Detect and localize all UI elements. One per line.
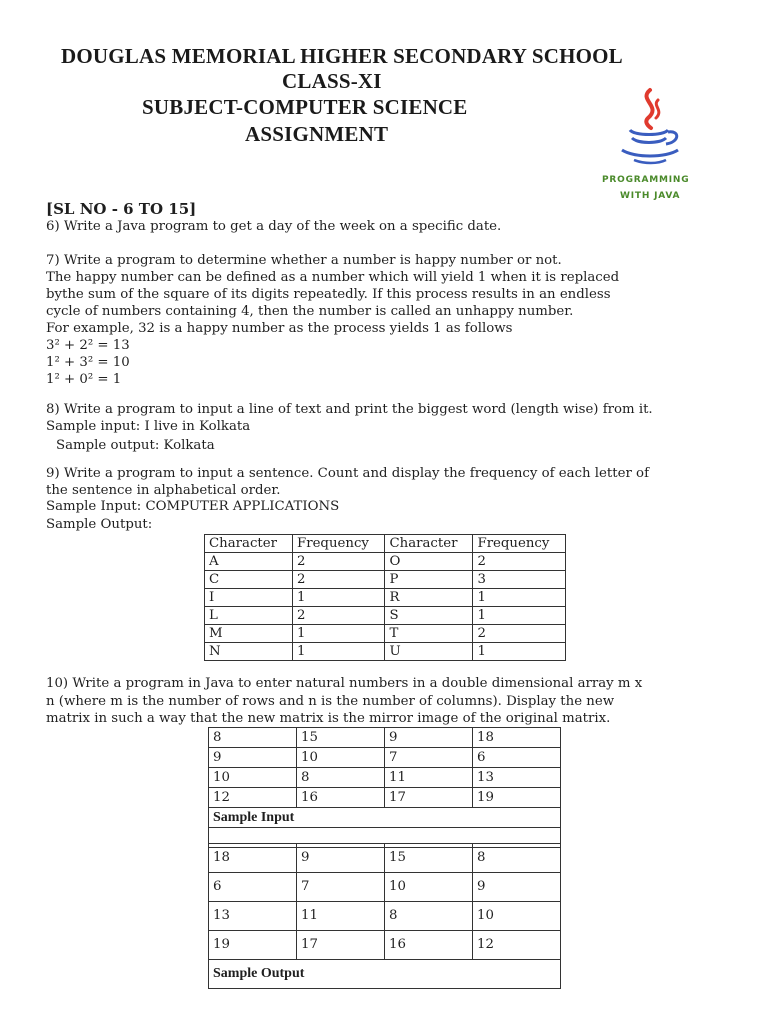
question-6: 6) Write a Java program to get a day of the week on a specific date.	[46, 219, 502, 234]
table-cell: 9	[209, 748, 297, 768]
table-cell: M	[205, 625, 293, 643]
sample-input-caption: Sample Input	[209, 808, 561, 828]
sample-output-caption: Sample Output	[209, 960, 561, 989]
table-cell: 13	[209, 902, 297, 931]
table-cell: 1	[292, 625, 385, 643]
table-cell: 9	[473, 873, 561, 902]
table-cell: N	[205, 643, 293, 661]
table-cell: 6	[473, 748, 561, 768]
table-cell: P	[385, 571, 473, 589]
question-9-input: Sample Input: COMPUTER APPLICATIONS	[46, 499, 340, 514]
table-cell: 7	[385, 748, 473, 768]
table-header: Frequency	[292, 535, 385, 553]
question-7-line: 1² + 3² = 10	[46, 355, 130, 370]
table-cell: 19	[473, 788, 561, 808]
table-header-row	[205, 535, 566, 553]
table-header: Character	[205, 535, 293, 553]
table-cell: T	[385, 625, 473, 643]
table-cell: 15	[385, 844, 473, 873]
table-cell: 2	[292, 607, 385, 625]
table-header: Frequency	[473, 535, 566, 553]
table-cell: 15	[297, 728, 385, 748]
question-range: [SL NO - 6 TO 15]	[46, 200, 197, 218]
table-cell: 9	[297, 844, 385, 873]
table-cell: U	[385, 643, 473, 661]
table-cell: 12	[473, 931, 561, 960]
question-9-line2: the sentence in alphabetical order.	[46, 483, 281, 498]
question-7-line: 3² + 2² = 13	[46, 338, 130, 353]
question-7-line: cycle of numbers containing 4, then the number is called an unhappy number.	[46, 304, 574, 319]
java-coffee-cup-icon	[604, 86, 694, 166]
table-row	[209, 902, 561, 931]
question-8-input: Sample input: I live in Kolkata	[46, 419, 251, 434]
question-9-output-label: Sample Output:	[46, 517, 153, 532]
table-row	[205, 607, 566, 625]
table-row	[209, 728, 561, 748]
table-cell: 10	[209, 768, 297, 788]
table-cell: L	[205, 607, 293, 625]
table-row	[209, 768, 561, 788]
table-cell: 10	[385, 873, 473, 902]
table-cell: 8	[297, 768, 385, 788]
logo-text-line1: PROGRAMMING	[602, 175, 690, 185]
java-logo	[604, 86, 694, 206]
table-cell: 12	[209, 788, 297, 808]
table-cell: A	[205, 553, 293, 571]
table-row	[205, 589, 566, 607]
question-8-output: Sample output: Kolkata	[56, 438, 215, 453]
frequency-table	[204, 534, 566, 661]
table-cell: 10	[297, 748, 385, 768]
table-row	[209, 873, 561, 902]
question-7-line: For example, 32 is a happy number as the process yields 1 as follows	[46, 321, 513, 336]
table-cell: 17	[297, 931, 385, 960]
output-matrix-table	[208, 843, 561, 989]
table-cell: 17	[385, 788, 473, 808]
table-cell: 9	[385, 728, 473, 748]
table-cell: R	[385, 589, 473, 607]
table-cell: 8	[209, 728, 297, 748]
table-cell: 16	[385, 931, 473, 960]
table-cell: 1	[292, 643, 385, 661]
table-cell: 3	[473, 571, 566, 589]
table-row	[209, 748, 561, 768]
class-title: CLASS-XI	[282, 69, 382, 93]
question-8-title: 8) Write a program to input a line of text and print the biggest word (length wise) from it.	[46, 402, 653, 417]
question-7-line: 1² + 0² = 1	[46, 372, 122, 387]
table-cell: 18	[473, 728, 561, 748]
table-cell: 1	[292, 589, 385, 607]
table-row	[205, 571, 566, 589]
assignment-title: ASSIGNMENT	[245, 122, 389, 146]
logo-text-line2: WITH JAVA	[620, 191, 681, 201]
table-row	[205, 553, 566, 571]
question-10-line3: matrix in such a way that the new matrix is the mirror image of the original matrix.	[46, 711, 611, 726]
table-cell: 1	[473, 607, 566, 625]
question-10-line1: 10) Write a program in Java to enter natural numbers in a double dimensional array m x	[46, 676, 643, 691]
table-cell: 2	[473, 553, 566, 571]
table-caption-row	[209, 808, 561, 828]
table-caption-row	[209, 960, 561, 989]
table-cell: S	[385, 607, 473, 625]
table-header: Character	[385, 535, 473, 553]
question-7-title: 7) Write a program to determine whether a number is happy number or not.	[46, 253, 562, 268]
table-cell: 13	[473, 768, 561, 788]
table-row	[209, 788, 561, 808]
table-row	[209, 931, 561, 960]
table-cell: O	[385, 553, 473, 571]
question-10-line2: n (where m is the number of rows and n is the number of columns). Display the new	[46, 694, 615, 709]
table-cell: 19	[209, 931, 297, 960]
table-cell: C	[205, 571, 293, 589]
table-cell: 2	[292, 571, 385, 589]
school-name: DOUGLAS MEMORIAL HIGHER SECONDARY SCHOOL	[61, 44, 623, 68]
table-cell: 11	[385, 768, 473, 788]
question-7-line: The happy number can be defined as a number which will yield 1 when it is replaced	[46, 270, 620, 285]
table-row	[205, 625, 566, 643]
table-cell: 6	[209, 873, 297, 902]
table-cell: 2	[292, 553, 385, 571]
table-cell: 10	[473, 902, 561, 931]
input-matrix-table	[208, 727, 561, 848]
table-row	[209, 844, 561, 873]
subject-title: SUBJECT-COMPUTER SCIENCE	[142, 95, 468, 119]
table-cell: 18	[209, 844, 297, 873]
question-7-line: bythe sum of the square of its digits repeatedly. If this process results in an endless	[46, 287, 611, 302]
table-cell: 1	[473, 589, 566, 607]
table-cell: 2	[473, 625, 566, 643]
table-cell: 1	[473, 643, 566, 661]
question-9-line1: 9) Write a program to input a sentence. Count and display the frequency of each letter of	[46, 466, 649, 481]
table-cell: 8	[385, 902, 473, 931]
table-cell: 8	[473, 844, 561, 873]
table-cell: 7	[297, 873, 385, 902]
table-cell: 16	[297, 788, 385, 808]
table-row	[205, 643, 566, 661]
table-cell: I	[205, 589, 293, 607]
table-cell: 11	[297, 902, 385, 931]
